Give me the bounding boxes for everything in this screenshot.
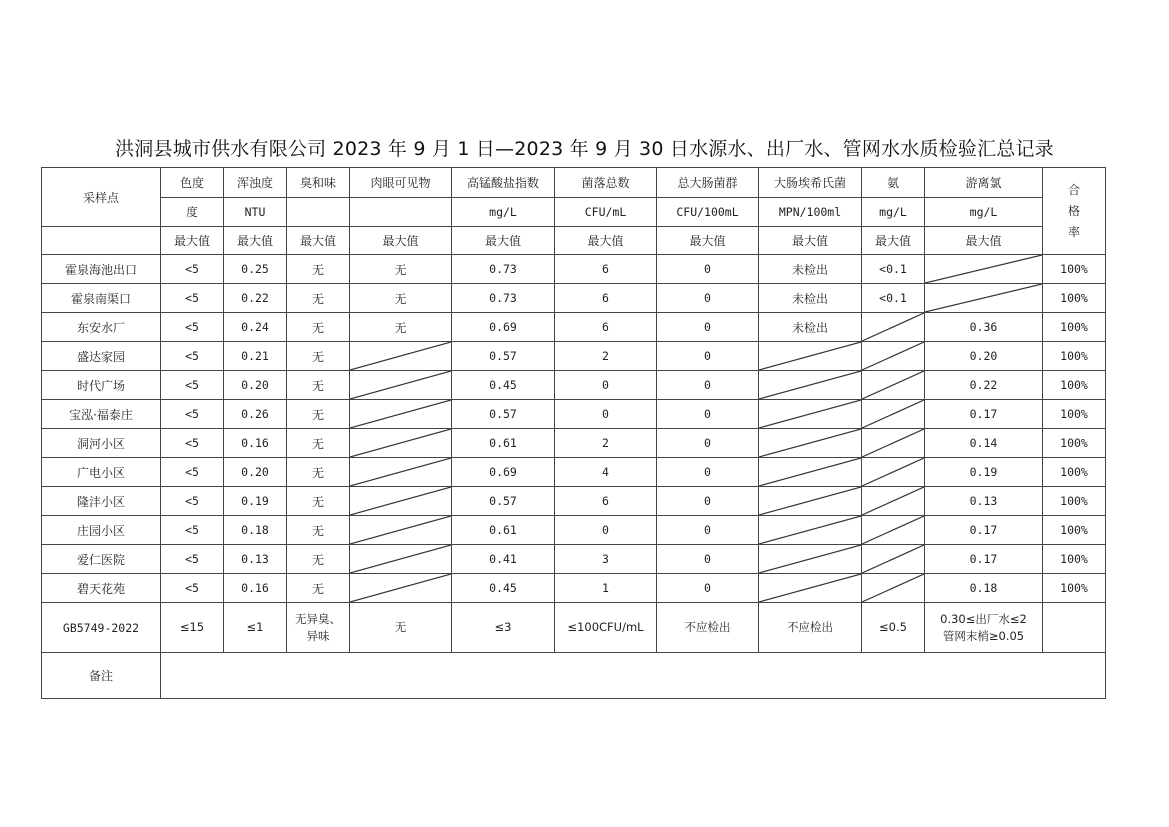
site-name: 洞河小区 (42, 429, 161, 458)
site-name: 东安水厂 (42, 313, 161, 342)
value-cell: 无 (287, 255, 350, 284)
diagonal-slash-icon (862, 545, 924, 573)
value-cell: 0 (657, 400, 759, 429)
value-cell: 0.45 (452, 371, 555, 400)
standard-limit: 0.30≤出厂水≤2 管网末梢≥0.05 (925, 603, 1043, 653)
value-cell: 6 (555, 487, 657, 516)
diagonal-slash-icon (759, 545, 861, 573)
table-row (42, 313, 1106, 342)
value-cell: 0.57 (452, 400, 555, 429)
site-header: 采样点 (42, 168, 161, 227)
not-applicable-cell (759, 516, 862, 545)
pass-rate-cell: 100% (1043, 371, 1106, 400)
pass-rate-cell: 100% (1043, 487, 1106, 516)
not-applicable-cell (862, 342, 925, 371)
diagonal-slash-icon (350, 545, 451, 573)
value-cell: <5 (161, 545, 224, 574)
diagonal-slash-icon (350, 516, 451, 544)
diagonal-slash-icon (350, 400, 451, 428)
value-cell: 0 (657, 458, 759, 487)
value-cell: 6 (555, 313, 657, 342)
value-cell: 0.19 (925, 458, 1043, 487)
value-cell: 未检出 (759, 313, 862, 342)
stat-label: 最大值 (555, 227, 657, 255)
value-cell: 0 (657, 545, 759, 574)
table-row (42, 429, 1106, 458)
stat-label: 最大值 (287, 227, 350, 255)
table-row (42, 487, 1106, 516)
not-applicable-cell (350, 574, 452, 603)
stat-label: 最大值 (161, 227, 224, 255)
value-cell: 0 (657, 429, 759, 458)
remark-content (161, 653, 1106, 699)
value-cell: 0.57 (452, 487, 555, 516)
value-cell: 0.13 (925, 487, 1043, 516)
not-applicable-cell (350, 487, 452, 516)
diagonal-slash-icon (759, 429, 861, 457)
unit-cell: mg/L (862, 198, 925, 227)
value-cell: <5 (161, 487, 224, 516)
site-name: 盛达家园 (42, 342, 161, 371)
pass-rate-cell: 100% (1043, 516, 1106, 545)
value-cell: 0.26 (224, 400, 287, 429)
pass-rate-cell: 100% (1043, 458, 1106, 487)
diagonal-slash-icon (759, 487, 861, 515)
page-title: 洪洞县城市供水有限公司 2023 年 9 月 1 日—2023 年 9 月 30 日水源水、出厂水、管网水水质检验汇总记录 (115, 138, 1054, 160)
unit-cell: mg/L (925, 198, 1043, 227)
value-cell: <5 (161, 342, 224, 371)
site-name: 隆沣小区 (42, 487, 161, 516)
not-applicable-cell (862, 516, 925, 545)
not-applicable-cell (925, 255, 1043, 284)
value-cell: 0.20 (224, 458, 287, 487)
value-cell: 无 (287, 458, 350, 487)
value-cell: <5 (161, 458, 224, 487)
stat-label: 最大值 (862, 227, 925, 255)
site-name: 霍泉海池出口 (42, 255, 161, 284)
indicator-header: 总大肠菌群 (657, 168, 759, 198)
table-row (42, 545, 1106, 574)
pass-rate-cell: 100% (1043, 400, 1106, 429)
indicator-header: 氨 (862, 168, 925, 198)
not-applicable-cell (350, 516, 452, 545)
indicator-header: 大肠埃希氏菌 (759, 168, 862, 198)
value-cell: 0.22 (925, 371, 1043, 400)
unit-cell: MPN/100ml (759, 198, 862, 227)
value-cell: 无 (350, 284, 452, 313)
value-cell: <0.1 (862, 284, 925, 313)
value-cell: 0 (657, 313, 759, 342)
value-cell: 无 (287, 371, 350, 400)
value-cell: 2 (555, 342, 657, 371)
value-cell: 0.16 (224, 574, 287, 603)
table-row (42, 400, 1106, 429)
value-cell: 0.57 (452, 342, 555, 371)
value-cell: <5 (161, 574, 224, 603)
value-cell: 0.14 (925, 429, 1043, 458)
pass-rate-cell: 100% (1043, 284, 1106, 313)
pass-rate-header: 合 格 率 (1043, 168, 1106, 255)
stat-label: 最大值 (224, 227, 287, 255)
pass-rate-cell: 100% (1043, 429, 1106, 458)
standard-limit: ≤100CFU/mL (555, 603, 657, 653)
not-applicable-cell (350, 342, 452, 371)
indicator-header: 菌落总数 (555, 168, 657, 198)
pass-rate-cell: 100% (1043, 342, 1106, 371)
value-cell: 0.73 (452, 284, 555, 313)
table-row (42, 516, 1106, 545)
value-cell: 0 (657, 516, 759, 545)
value-cell: 0.61 (452, 516, 555, 545)
value-cell: 无 (287, 400, 350, 429)
value-cell: <5 (161, 255, 224, 284)
table-row (42, 255, 1106, 284)
site-name: 时代广场 (42, 371, 161, 400)
not-applicable-cell (862, 458, 925, 487)
value-cell: 0.17 (925, 545, 1043, 574)
diagonal-slash-icon (862, 458, 924, 486)
value-cell: 0 (555, 516, 657, 545)
unit-cell: CFU/100mL (657, 198, 759, 227)
value-cell: 0.73 (452, 255, 555, 284)
not-applicable-cell (350, 371, 452, 400)
value-cell: 0.22 (224, 284, 287, 313)
value-cell: 0.25 (224, 255, 287, 284)
value-cell: 6 (555, 284, 657, 313)
diagonal-slash-icon (862, 313, 924, 341)
value-cell: <5 (161, 400, 224, 429)
value-cell: 0.45 (452, 574, 555, 603)
value-cell: 0.17 (925, 400, 1043, 429)
standard-label: GB5749-2022 (42, 603, 161, 653)
value-cell: 6 (555, 255, 657, 284)
value-cell: 0.20 (925, 342, 1043, 371)
not-applicable-cell (862, 487, 925, 516)
site-name: 碧天花苑 (42, 574, 161, 603)
unit-cell: NTU (224, 198, 287, 227)
diagonal-slash-icon (759, 400, 861, 428)
stat-label: 最大值 (350, 227, 452, 255)
value-cell: 0.20 (224, 371, 287, 400)
stat-label: 最大值 (452, 227, 555, 255)
site-name: 爱仁医院 (42, 545, 161, 574)
value-cell: 0.36 (925, 313, 1043, 342)
diagonal-slash-icon (862, 574, 924, 602)
value-cell: 0 (657, 342, 759, 371)
not-applicable-cell (350, 400, 452, 429)
not-applicable-cell (759, 545, 862, 574)
diagonal-slash-icon (759, 371, 861, 399)
value-cell: 无 (350, 313, 452, 342)
value-cell: <0.1 (862, 255, 925, 284)
not-applicable-cell (759, 487, 862, 516)
value-cell: 3 (555, 545, 657, 574)
diagonal-slash-icon (862, 516, 924, 544)
not-applicable-cell (862, 574, 925, 603)
standard-limit: 无异臭、 异味 (287, 603, 350, 653)
value-cell: 无 (287, 342, 350, 371)
remark-row (42, 653, 1106, 699)
table-row (42, 458, 1106, 487)
unit-cell: CFU/mL (555, 198, 657, 227)
value-cell: 无 (287, 313, 350, 342)
not-applicable-cell (350, 545, 452, 574)
value-cell: <5 (161, 371, 224, 400)
value-cell: 0.18 (224, 516, 287, 545)
diagonal-slash-icon (350, 371, 451, 399)
value-cell: 0.13 (224, 545, 287, 574)
site-name: 广电小区 (42, 458, 161, 487)
diagonal-slash-icon (350, 429, 451, 457)
value-cell: <5 (161, 429, 224, 458)
value-cell: 0 (555, 371, 657, 400)
diagonal-slash-icon (862, 487, 924, 515)
value-cell: <5 (161, 516, 224, 545)
indicator-header: 肉眼可见物 (350, 168, 452, 198)
value-cell: <5 (161, 284, 224, 313)
value-cell: 未检出 (759, 255, 862, 284)
not-applicable-cell (759, 342, 862, 371)
value-cell: 4 (555, 458, 657, 487)
diagonal-slash-icon (862, 371, 924, 399)
not-applicable-cell (862, 313, 925, 342)
value-cell: 0 (555, 400, 657, 429)
not-applicable-cell (759, 458, 862, 487)
not-applicable-cell (759, 371, 862, 400)
value-cell: 无 (287, 574, 350, 603)
diagonal-slash-icon (350, 574, 451, 602)
value-cell: 0.17 (925, 516, 1043, 545)
table-row (42, 284, 1106, 313)
indicator-header: 高锰酸盐指数 (452, 168, 555, 198)
diagonal-slash-icon (759, 574, 861, 602)
indicator-header: 臭和味 (287, 168, 350, 198)
value-cell: 0.69 (452, 458, 555, 487)
unit-cell (287, 198, 350, 227)
not-applicable-cell (759, 574, 862, 603)
diagonal-slash-icon (862, 342, 924, 370)
standard-limit: ≤3 (452, 603, 555, 653)
value-cell: 1 (555, 574, 657, 603)
indicator-header: 色度 (161, 168, 224, 198)
table-row (42, 574, 1106, 603)
not-applicable-cell (862, 400, 925, 429)
value-cell: 0 (657, 371, 759, 400)
stat-label: 最大值 (759, 227, 862, 255)
value-cell: 0.61 (452, 429, 555, 458)
not-applicable-cell (350, 429, 452, 458)
indicator-header: 游离氯 (925, 168, 1043, 198)
site-name: 霍泉南渠口 (42, 284, 161, 313)
unit-cell (350, 198, 452, 227)
diagonal-slash-icon (759, 516, 861, 544)
value-cell: 0.69 (452, 313, 555, 342)
not-applicable-cell (925, 284, 1043, 313)
diagonal-slash-icon (862, 400, 924, 428)
pass-rate-cell: 100% (1043, 313, 1106, 342)
standard-limit: 不应检出 (657, 603, 759, 653)
value-cell: 无 (287, 516, 350, 545)
value-cell: 0.41 (452, 545, 555, 574)
standard-limit: ≤0.5 (862, 603, 925, 653)
not-applicable-cell (862, 371, 925, 400)
value-cell: 0 (657, 487, 759, 516)
value-cell: 0.16 (224, 429, 287, 458)
diagonal-slash-icon (350, 458, 451, 486)
value-cell: <5 (161, 313, 224, 342)
unit-cell: 度 (161, 198, 224, 227)
not-applicable-cell (862, 545, 925, 574)
diagonal-slash-icon (925, 255, 1042, 283)
site-name: 宝泓·福泰庄 (42, 400, 161, 429)
blank-cell (1043, 603, 1106, 653)
diagonal-slash-icon (759, 342, 861, 370)
remark-label: 备注 (42, 653, 161, 699)
stat-label: 最大值 (657, 227, 759, 255)
not-applicable-cell (862, 429, 925, 458)
value-cell: 无 (287, 545, 350, 574)
value-cell: 无 (287, 429, 350, 458)
value-cell: 0.24 (224, 313, 287, 342)
not-applicable-cell (350, 458, 452, 487)
table-row (42, 342, 1106, 371)
value-cell: 0 (657, 284, 759, 313)
diagonal-slash-icon (925, 284, 1042, 312)
indicator-header: 浑浊度 (224, 168, 287, 198)
water-quality-table (41, 167, 1106, 699)
site-name: 庄园小区 (42, 516, 161, 545)
value-cell: 0.19 (224, 487, 287, 516)
value-cell: 0 (657, 255, 759, 284)
value-cell: 0.21 (224, 342, 287, 371)
blank-cell (42, 227, 161, 255)
pass-rate-cell: 100% (1043, 545, 1106, 574)
diagonal-slash-icon (350, 342, 451, 370)
standard-limit: ≤1 (224, 603, 287, 653)
value-cell: 无 (287, 284, 350, 313)
value-cell: 0 (657, 574, 759, 603)
stat-label: 最大值 (925, 227, 1043, 255)
standard-row (42, 603, 1106, 653)
diagonal-slash-icon (862, 429, 924, 457)
value-cell: 无 (350, 255, 452, 284)
diagonal-slash-icon (350, 487, 451, 515)
not-applicable-cell (759, 400, 862, 429)
pass-rate-cell: 100% (1043, 255, 1106, 284)
not-applicable-cell (759, 429, 862, 458)
standard-limit: 不应检出 (759, 603, 862, 653)
diagonal-slash-icon (759, 458, 861, 486)
value-cell: 无 (287, 487, 350, 516)
standard-limit: ≤15 (161, 603, 224, 653)
value-cell: 0.18 (925, 574, 1043, 603)
standard-limit: 无 (350, 603, 452, 653)
table-row (42, 371, 1106, 400)
pass-rate-cell: 100% (1043, 574, 1106, 603)
value-cell: 未检出 (759, 284, 862, 313)
unit-cell: mg/L (452, 198, 555, 227)
value-cell: 2 (555, 429, 657, 458)
